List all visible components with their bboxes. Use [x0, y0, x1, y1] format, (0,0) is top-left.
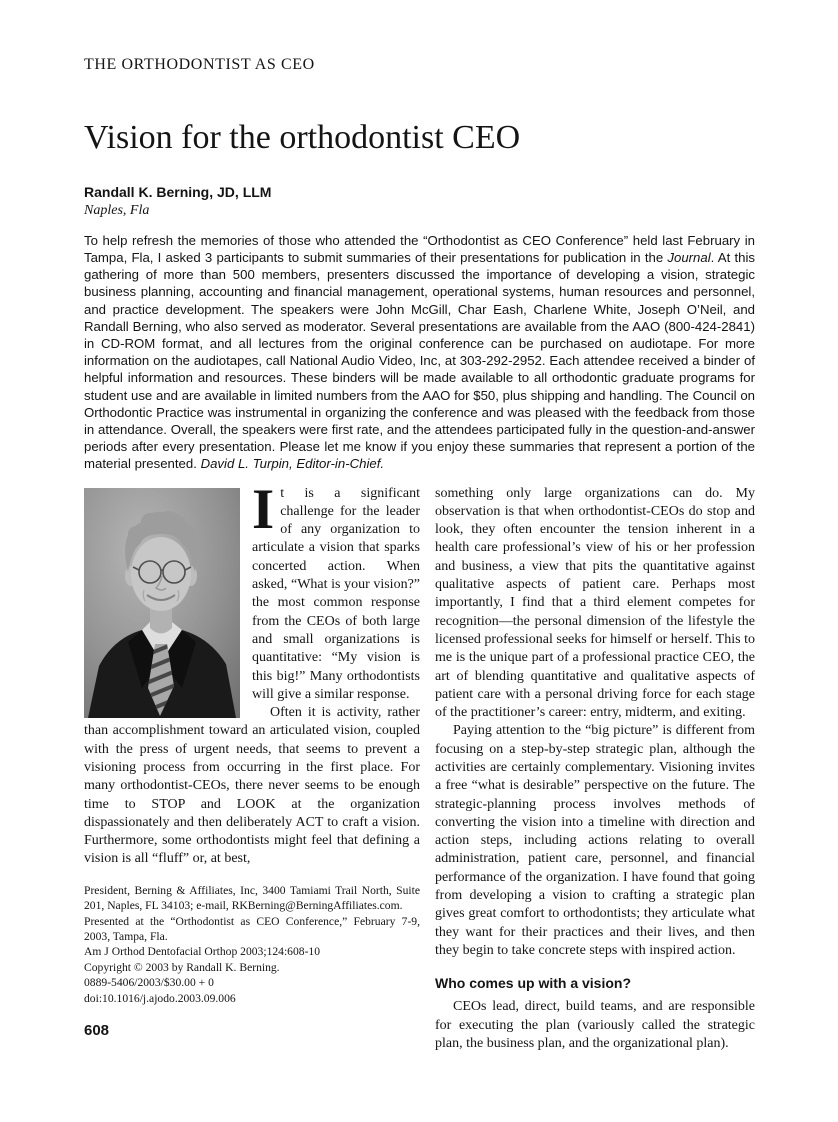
- intro-text-part2: . At this gathering of more than 500 members, presenters discussed the importance of developing a vision, strategic business planning, accounting and financial management, operational systems, human resources and personnel, and practice development. The speakers were John McGill, Char Eash, Charlene White, Joseph O’Neil, and Randall Berning, who also served as moderator. Several presentations are available from the AAO (800-424-2841) in CD-ROM format, and all lectures from the original conference can be purchased on audiotape. For more information on the audiotapes, call National Audio Video, Inc, at 303-292-2952. Each attendee received a binder of helpful information and resources. These binders will be made available to all orthodontic graduate programs for student use and are available in limited numbers from the AAO for $50, plus shipping and handling. The Council on Orthodontic Practice was instrumental in organizing the conference and was pleased with the feedback from those in attendance. Overall, the speakers were first rate, and the attendees participated fully in the question-and-answer periods after every presentation. Please let me know if you enjoy these summaries that represent a portion of the material presented.: [84, 249, 755, 472]
- journal-name-italic: Journal: [667, 249, 711, 265]
- body-paragraph: Paying attention to the “big picture” is different from focusing on a step-by-step strategic plan, although the activities are certainly complementary. Visioning invites a free “what is desirable” perspective on the future. The strategic-planning process involves methods of converting the vision into a timeline with direction and action steps, including actions relating to overall administration, patient care, personnel, and financial performance of the organization. I have found that going from developing a vision to crafting a strategic plan gives great comfort to orthodontists; they articulate what they want for their practices and their lives, and then they begin to take concrete steps with inspired action.: [435, 723, 755, 958]
- section-heading: Who comes up with a vision?: [435, 975, 632, 992]
- drop-cap: I: [252, 477, 275, 541]
- footnote-block: [84, 883, 420, 1006]
- author-portrait: [84, 488, 240, 718]
- body-paragraph: Often it is activity, rather than accomplishment toward an articulated vision, coupled with the press of urgent needs, that seems to prevent a visioning process from occurring in the first place. For many orthodontist-CEOs, there never seems to be enough time to STOP and LOOK at the organization dispassionately and then deliberately ACT to craft a vision. Furthermore, some orthodontists might feel that defining a vision is all “fluff” or, at best,: [84, 705, 420, 867]
- page-number: 608: [84, 1022, 110, 1040]
- footnote-line: President, Berning & Affiliates, Inc, 3400 Tamiami Trail North, Suite 201, Naples, FL 34103; e-mail, RKBerning@BerningAffiliates.com.: [84, 883, 420, 913]
- right-column: [435, 485, 755, 1054]
- editor-signature: David L. Turpin, Editor-in-Chief.: [200, 456, 385, 472]
- editor-introduction: [84, 232, 755, 473]
- intro-text-part1: To help refresh the memories of those who attended the “Orthodontist as CEO Conference” held last February in Tampa, Fla, I asked 3 participants to submit summaries of their presentations for publication in the: [84, 232, 755, 265]
- footnote-line: doi:10.1016/j.ajodo.2003.09.006: [84, 991, 236, 1005]
- author-name: Randall K. Berning, JD, LLM: [84, 183, 272, 200]
- footnote-line: Copyright © 2003 by Randall K. Berning.: [84, 960, 280, 974]
- author-affiliation: Naples, Fla: [84, 202, 150, 218]
- footnote-line: Am J Orthod Dentofacial Orthop 2003;124:608-10: [84, 945, 321, 959]
- body-paragraph: CEOs lead, direct, build teams, and are responsible for executing the plan (variously called the strategic plan, the business plan, and the organizational plan).: [435, 999, 755, 1051]
- article-title: Vision for the orthodontist CEO: [84, 119, 521, 156]
- body-paragraph: something only large organizations can do. My observation is that when orthodontist-CEOs do stop and look, they often encounter the tension inherent in a health care professional’s view of his or her profession and business, a view that pits the quantitative against qualitative aspects of patient care. Perhaps most importantly, I find that a third element competes for recognition—the personal dimension of the lifestyle the licensed professional seeks for himself or herself. This to me is the unique part of a professional practice CEO, the art of blending quantitative and qualitative aspects of patient care with a personal driving force for each stage of the practitioner’s career: entry, midterm, and exiting.: [435, 485, 755, 721]
- running-head: THE ORTHODONTIST AS CEO: [84, 56, 315, 73]
- left-column: [84, 477, 420, 1054]
- two-column-body: [84, 477, 755, 1054]
- paragraph-text: t is a significant challenge for the leader of any organization to articulate a vision that sparks concerted action. When asked, “What is your vision?” the most common response from the CEOs of both large and small organizations is quantitative: “My vision is this big!” Many orthodontists will give a similar response.: [252, 485, 420, 702]
- portrait-photo: [84, 488, 240, 718]
- footnote-line: 0889-5406/2003/$30.00 + 0: [84, 976, 214, 990]
- footnote-line: Presented at the “Orthodontist as CEO Conference,” February 7-9, 2003, Tampa, Fla.: [84, 914, 420, 943]
